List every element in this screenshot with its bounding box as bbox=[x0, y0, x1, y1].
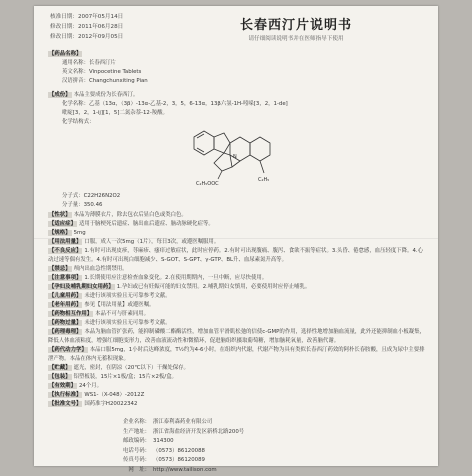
label-standard: 【执行标准】 bbox=[49, 392, 82, 398]
footer-value: （0573）86120089 bbox=[153, 457, 205, 464]
section-composition bbox=[48, 91, 428, 127]
footer-value: http://www.tailison.com bbox=[153, 466, 217, 473]
label-package: 【包装】 bbox=[49, 374, 71, 380]
chemical-name-cont: 吡啶[3，2，1-ij][1，5]二氮杂萘-12-羧酸。 bbox=[62, 110, 168, 116]
label-drug-name: 【药品名称】 bbox=[49, 51, 82, 57]
label-child: 【儿童用药】 bbox=[49, 293, 82, 299]
structure-ester-label: C₂H₅OOC bbox=[196, 181, 219, 187]
chemical-name: 化学名称：乙基（13α，（3β）-13α-乙基-2，3，5，6-13α，13β六氢-1H-吲哚[3，2，1-de] bbox=[62, 101, 288, 107]
footer-row bbox=[104, 418, 244, 428]
composition-main: 本品主要成份为长春西汀。 bbox=[73, 92, 139, 98]
pinyin-name: 汉语拼音：Changchunxiting Pian bbox=[62, 78, 148, 84]
indications-text: 适用于脑梗死后遗症、脑出血后遗症、脑动脉硬化症等。 bbox=[78, 221, 214, 227]
contra-text: 颅内出血急性期禁用。 bbox=[73, 266, 128, 272]
footer-row bbox=[104, 466, 244, 476]
child-text: 未进行该项实验且无可靠参考文献。 bbox=[84, 293, 171, 299]
label-spec: 【规格】 bbox=[49, 230, 71, 236]
footer-label: 企业名称： bbox=[123, 419, 150, 425]
label-storage: 【贮藏】 bbox=[49, 365, 71, 371]
package-insert-sheet bbox=[34, 6, 438, 473]
package-text: 铝塑板装，15片×1板/盒；15片×2板/盒。 bbox=[73, 374, 177, 380]
caution-text: 1.长期使用应注意检查血象变化。2.在使用期期内，一旦中断，应尽快使用。 bbox=[84, 275, 268, 281]
pharmacology-text: 本品为脑血管扩张药，能抑制磷酸二酯酶活性，增加血管平滑肌松弛的信使c-GMP的作用，选择性地增加脑血流量，此外还能抑制血小板凝集，降低人体血液粘度，增强红细胞变形力，改善血液流动性和微循环，促进脑组织摄取葡萄糖，增加脑耗氧量，改善脑代谢。 bbox=[48, 329, 425, 344]
adverse-text: 1.有时可出现皮疹，荨麻疹、瘙痒过敏症状，此时应停药。2.有时可出现腹痛、腹泻、食欲不振等症状。3.头昏、倦怠感，血压轻度下降。4.心动过速等偶有发生。4.有时可出现白细胞减少、S-GOT、S-GPT、γ-GTP、BL升、血尿素氮升高等。 bbox=[48, 248, 423, 263]
label-approval: 【批准文号】 bbox=[49, 401, 82, 407]
label-elderly: 【老年用药】 bbox=[49, 302, 82, 308]
label-traits: 【性状】 bbox=[49, 212, 71, 218]
footer-row bbox=[104, 428, 244, 438]
footer-label: 网 址： bbox=[128, 466, 150, 473]
label-contra: 【禁忌】 bbox=[49, 266, 71, 272]
structure-ethyl-label: C₂H₅ bbox=[258, 177, 270, 183]
traits-text: 本品为薄膜衣片，除去包衣后显白色或类白色。 bbox=[73, 212, 187, 218]
revision-date-2: 修改日期：2012年09月05日 bbox=[50, 34, 124, 40]
label-composition: 【成份】 bbox=[49, 92, 71, 98]
approval-text: 国药准字H20022342 bbox=[84, 401, 138, 407]
footer-label: 邮政编码： bbox=[123, 438, 150, 445]
label-pregnancy: 【孕妇及哺乳期妇女用药】 bbox=[49, 284, 114, 290]
document-title: 长春西汀片说明书 bbox=[239, 18, 352, 33]
structure-label: 化学结构式： bbox=[62, 119, 95, 125]
interaction-text: 本品不可与肝素同用。 bbox=[95, 311, 150, 317]
label-caution: 【注意事项】 bbox=[49, 275, 82, 281]
label-indications: 【适应症】 bbox=[49, 221, 76, 227]
manufacturer-info bbox=[104, 418, 244, 476]
molecular-formula: 分子式：C22H26N2O2 bbox=[62, 193, 121, 199]
label-adverse: 【不良反应】 bbox=[49, 248, 82, 254]
chemical-structure-diagram bbox=[184, 127, 294, 189]
common-name: 通用名称：长春西汀片 bbox=[62, 60, 116, 66]
spec-text: 5mg bbox=[73, 230, 86, 236]
document-subtitle: 请仔细阅读说明书并在医师指导下使用 bbox=[248, 36, 344, 42]
storage-text: 遮光，密封，在阴凉（20℃以下）干燥处保存。 bbox=[73, 365, 189, 371]
usage-text: 口服，成人一次5mg（1片），每日3次，或遵医嘱服用。 bbox=[84, 239, 220, 245]
footer-value: 浙江泰利森药业有限公司 bbox=[153, 419, 213, 425]
label-pharmacology: 【药理毒理】 bbox=[49, 329, 82, 335]
validity-text: 24个月。 bbox=[78, 383, 103, 389]
elderly-text: 参见【用法用量】或遵医嘱。 bbox=[84, 302, 155, 308]
footer-label: 传真号码： bbox=[123, 457, 150, 464]
label-pharmacokinetics: 【药代动力学】 bbox=[49, 347, 87, 353]
footer-row bbox=[104, 437, 244, 447]
footer-label: 生产地址： bbox=[123, 428, 150, 435]
pharmacokinetics-text: 本品口服5mg，1小时后达峰浓度，T½约为4-6小时。在组织内代谢，代谢产物为具有类似长春西汀药效的阿朴长春胺酸，且成为尿中主要排泄产物。本品在体内无蓄积现象。 bbox=[48, 347, 425, 362]
footer-value: 浙江省海盐经济开发区新桥北路200号 bbox=[153, 428, 245, 435]
section-formula bbox=[48, 192, 428, 210]
english-name: 英文名称：Vinpocetine Tablets bbox=[62, 69, 142, 75]
molecular-weight: 分子量：350.46 bbox=[62, 202, 103, 208]
approval-date: 核准日期：2007年05月14日 bbox=[50, 14, 124, 20]
footer-value: 314300 bbox=[153, 438, 174, 445]
label-usage: 【用法用量】 bbox=[49, 239, 82, 245]
footer-label: 电话号码： bbox=[123, 447, 150, 454]
label-interaction: 【药物相互作用】 bbox=[49, 311, 93, 317]
structure-n-atom: N bbox=[233, 154, 237, 160]
section-body bbox=[48, 211, 428, 409]
revision-date-1: 修改日期：2011年06月28日 bbox=[50, 24, 124, 30]
overdose-text: 未进行该项实验且无可靠参考文献。 bbox=[84, 320, 171, 326]
standard-text: WS1-（X-048）-2012Z bbox=[84, 392, 145, 398]
label-overdose: 【药物过量】 bbox=[49, 320, 82, 326]
label-validity: 【有效期】 bbox=[49, 383, 76, 389]
footer-row bbox=[104, 447, 244, 457]
section-drug-name bbox=[48, 50, 428, 86]
pregnancy-text: 1.孕妇或已有妊娠可能的妇女禁用。2.哺乳期妇女慎用，必要使用时应停止哺乳。 bbox=[116, 284, 311, 290]
footer-value: （0573）86120088 bbox=[153, 447, 205, 454]
footer-row bbox=[104, 456, 244, 466]
